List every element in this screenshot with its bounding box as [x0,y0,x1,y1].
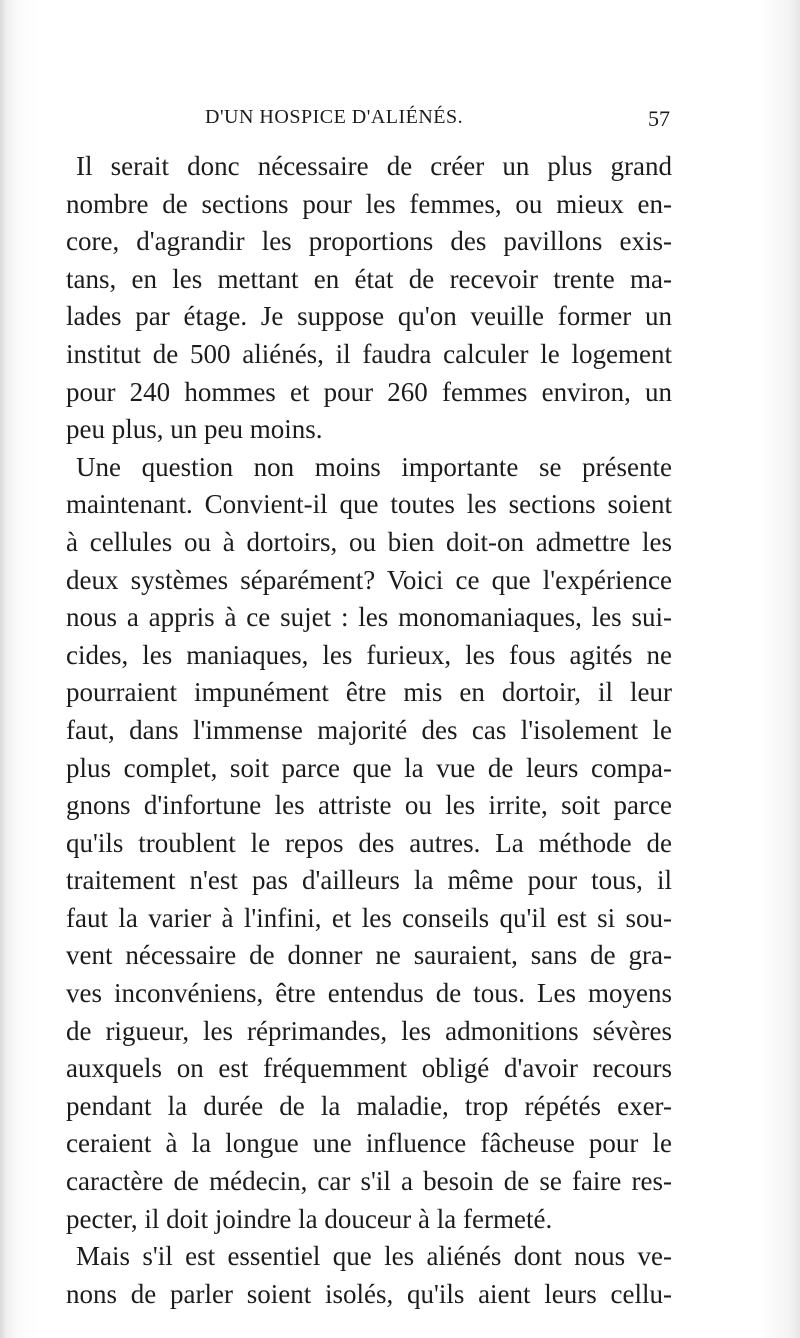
page-number: 57 [648,106,670,131]
text-line: Mais s'il est essentiel que les aliénés dont nous ve- [76,1241,672,1272]
text-line: de rigueur, les réprimandes, les admonitions sévères [66,1015,672,1046]
text-line: faut, dans l'immense majorité des cas l'isolement le [66,714,672,745]
text-line: traitement n'est pas d'ailleurs la même pour tous, il [66,865,672,896]
body-text [66,148,672,1313]
text-line: core, d'agrandir les proportions des pavillons exis- [66,226,672,257]
text-line: gnons d'infortune les attriste ou les irrite, soit parce [66,790,672,821]
text-line: auxquels on est fréquemment obligé d'avoir recours [66,1053,672,1084]
text-line: ceraient à la longue une influence fâcheuse pour le [66,1128,672,1159]
text-line: à cellules ou à dortoirs, ou bien doit-on admettre les [66,526,672,557]
text-line: nous a appris à ce sujet : les monomaniaques, les sui- [66,602,672,633]
text-line: faut la varier à l'infini, et les conseils qu'il est si sou- [66,902,672,933]
text-line: pecter, il doit joindre la douceur à la fermeté. [66,1203,553,1234]
text-line: maintenant. Convient-il que toutes les sections soient [66,489,672,520]
text-line: lades par étage. Je suppose qu'on veuille former un [66,301,672,332]
running-head-title: D'UN HOSPICE D'ALIÉNÉS. [205,106,464,128]
text-line: Une question non moins importante se présente [76,451,672,482]
text-line: caractère de médecin, car s'il a besoin de se faire res- [66,1166,672,1197]
text-line: peu plus, un peu moins. [66,414,323,445]
text-line: qu'ils troublent le repos des autres. La méthode de [66,827,672,858]
text-line: plus complet, soit parce que la vue de leurs compa- [66,752,672,783]
text-line: cides, les maniaques, les furieux, les fous agités ne [66,639,672,670]
text-line: institut de 500 aliénés, il faudra calculer le logement [66,338,672,369]
text-line: pourraient impunément être mis en dortoir, il leur [66,677,672,708]
text-line: tans, en les mettant en état de recevoir trente ma- [66,263,672,294]
text-line: nons de parler soient isolés, qu'ils aient leurs cellu- [66,1278,672,1309]
text-line: pour 240 hommes et pour 260 femmes environ, un [66,376,672,407]
text-line: deux systèmes séparément? Voici ce que l'expérience [66,564,672,595]
text-line: ves inconvéniens, être entendus de tous. Les moyens [66,978,672,1009]
text-line: Il serait donc nécessaire de créer un plus grand [76,151,672,181]
running-head [205,106,670,136]
text-line: vent nécessaire de donner ne sauraient, sans de gra- [66,940,672,971]
text-line: pendant la durée de la maladie, trop répétés exer- [66,1090,672,1121]
text-line: nombre de sections pour les femmes, ou mieux en- [66,188,672,219]
